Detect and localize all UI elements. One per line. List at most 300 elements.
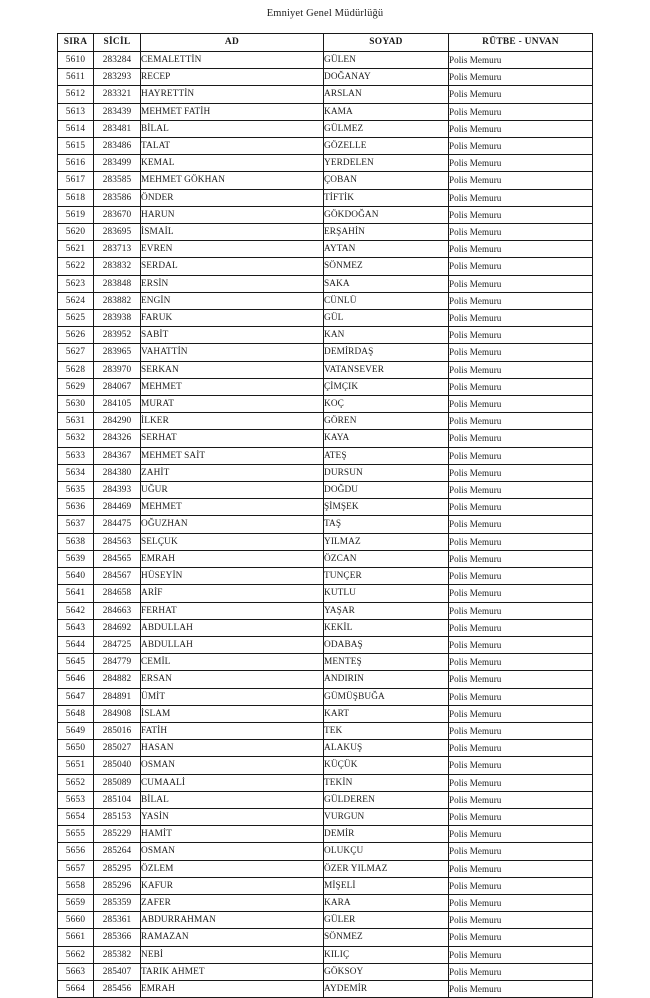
cell-rutbe: Polis Memuru (449, 740, 593, 757)
cell-soyad: GÖREN (324, 413, 449, 430)
table-row (58, 155, 593, 172)
cell-ad: İSLAM (141, 705, 324, 722)
table-row (58, 172, 593, 189)
cell-sicil: 283486 (94, 138, 141, 155)
cell-ad: BİLAL (141, 120, 324, 137)
cell-sicil: 284779 (94, 654, 141, 671)
cell-ad: ERSAN (141, 671, 324, 688)
cell-sira: 5659 (58, 894, 94, 911)
cell-soyad: KILIÇ (324, 946, 449, 963)
cell-sira: 5655 (58, 826, 94, 843)
table-row (58, 224, 593, 241)
cell-ad: İLKER (141, 413, 324, 430)
cell-ad: MURAT (141, 396, 324, 413)
table-row (58, 430, 593, 447)
cell-rutbe: Polis Memuru (449, 516, 593, 533)
cell-soyad: MİŞELİ (324, 877, 449, 894)
cell-ad: SERHAT (141, 430, 324, 447)
cell-ad: ARİF (141, 585, 324, 602)
cell-soyad: KARA (324, 894, 449, 911)
cell-sira: 5612 (58, 86, 94, 103)
roster-table-container (57, 33, 592, 998)
cell-ad: ENGİN (141, 292, 324, 309)
cell-soyad: ERŞAHİN (324, 224, 449, 241)
cell-sicil: 283713 (94, 241, 141, 258)
table-row (58, 516, 593, 533)
cell-rutbe: Polis Memuru (449, 447, 593, 464)
cell-ad: OĞUZHAN (141, 516, 324, 533)
cell-soyad: ANDIRIN (324, 671, 449, 688)
cell-rutbe: Polis Memuru (449, 155, 593, 172)
cell-sicil: 284067 (94, 378, 141, 395)
cell-sira: 5650 (58, 740, 94, 757)
cell-sicil: 284891 (94, 688, 141, 705)
cell-soyad: ŞİMŞEK (324, 499, 449, 516)
cell-ad: MEHMET (141, 499, 324, 516)
cell-ad: MEHMET (141, 378, 324, 395)
cell-ad: MEHMET SAİT (141, 447, 324, 464)
cell-rutbe: Polis Memuru (449, 396, 593, 413)
table-row (58, 103, 593, 120)
cell-soyad: GÜLER (324, 912, 449, 929)
table-row (58, 533, 593, 550)
cell-ad: ABDURRAHMAN (141, 912, 324, 929)
cell-rutbe: Polis Memuru (449, 258, 593, 275)
table-row (58, 86, 593, 103)
table-row (58, 568, 593, 585)
cell-sicil: 285040 (94, 757, 141, 774)
cell-ad: MEHMET FATİH (141, 103, 324, 120)
table-row (58, 619, 593, 636)
cell-ad: FARUK (141, 310, 324, 327)
cell-sira: 5648 (58, 705, 94, 722)
table-row (58, 826, 593, 843)
cell-soyad: TAŞ (324, 516, 449, 533)
table-row (58, 120, 593, 137)
cell-sicil: 285359 (94, 894, 141, 911)
table-row (58, 757, 593, 774)
cell-ad: ZAFER (141, 894, 324, 911)
cell-ad: SELÇUK (141, 533, 324, 550)
cell-ad: SERKAN (141, 361, 324, 378)
cell-sicil: 285089 (94, 774, 141, 791)
cell-sira: 5663 (58, 963, 94, 980)
cell-ad: EMRAH (141, 980, 324, 997)
cell-sira: 5616 (58, 155, 94, 172)
cell-sicil: 283670 (94, 206, 141, 223)
cell-soyad: ATEŞ (324, 447, 449, 464)
cell-sira: 5624 (58, 292, 94, 309)
cell-sicil: 283832 (94, 258, 141, 275)
cell-ad: RECEP (141, 69, 324, 86)
cell-soyad: OLUKÇU (324, 843, 449, 860)
cell-sira: 5662 (58, 946, 94, 963)
cell-sicil: 285264 (94, 843, 141, 860)
cell-sira: 5647 (58, 688, 94, 705)
table-row (58, 791, 593, 808)
cell-rutbe: Polis Memuru (449, 550, 593, 567)
cell-rutbe: Polis Memuru (449, 654, 593, 671)
cell-ad: FATİH (141, 722, 324, 739)
cell-ad: YASİN (141, 808, 324, 825)
cell-soyad: TEK (324, 722, 449, 739)
cell-sicil: 283695 (94, 224, 141, 241)
cell-ad: HASAN (141, 740, 324, 757)
cell-rutbe: Polis Memuru (449, 877, 593, 894)
cell-rutbe: Polis Memuru (449, 705, 593, 722)
cell-rutbe: Polis Memuru (449, 671, 593, 688)
cell-sira: 5625 (58, 310, 94, 327)
cell-ad: UĞUR (141, 482, 324, 499)
cell-rutbe: Polis Memuru (449, 52, 593, 69)
cell-soyad: DEMİR (324, 826, 449, 843)
cell-soyad: ÇOBAN (324, 172, 449, 189)
cell-soyad: TEKİN (324, 774, 449, 791)
cell-sicil: 285366 (94, 929, 141, 946)
table-row (58, 413, 593, 430)
cell-rutbe: Polis Memuru (449, 791, 593, 808)
cell-soyad: KAYA (324, 430, 449, 447)
cell-soyad: GÜLEN (324, 52, 449, 69)
cell-rutbe: Polis Memuru (449, 138, 593, 155)
cell-sira: 5640 (58, 568, 94, 585)
cell-ad: HAYRETTİN (141, 86, 324, 103)
cell-ad: VAHATTİN (141, 344, 324, 361)
cell-rutbe: Polis Memuru (449, 860, 593, 877)
cell-sicil: 285229 (94, 826, 141, 843)
cell-ad: ERSİN (141, 275, 324, 292)
cell-sira: 5626 (58, 327, 94, 344)
cell-sicil: 284380 (94, 464, 141, 481)
cell-sira: 5645 (58, 654, 94, 671)
cell-rutbe: Polis Memuru (449, 413, 593, 430)
table-row (58, 585, 593, 602)
cell-soyad: DEMİRDAŞ (324, 344, 449, 361)
column-header-sira: SIRA (58, 34, 94, 52)
cell-rutbe: Polis Memuru (449, 430, 593, 447)
cell-rutbe: Polis Memuru (449, 722, 593, 739)
cell-soyad: KAN (324, 327, 449, 344)
cell-sicil: 284475 (94, 516, 141, 533)
cell-soyad: ÖZCAN (324, 550, 449, 567)
cell-sira: 5644 (58, 636, 94, 653)
cell-sira: 5638 (58, 533, 94, 550)
cell-sira: 5630 (58, 396, 94, 413)
cell-sira: 5653 (58, 791, 94, 808)
cell-sira: 5618 (58, 189, 94, 206)
cell-rutbe: Polis Memuru (449, 327, 593, 344)
cell-soyad: MENTEŞ (324, 654, 449, 671)
cell-sicil: 284658 (94, 585, 141, 602)
cell-rutbe: Polis Memuru (449, 946, 593, 963)
cell-sicil: 283586 (94, 189, 141, 206)
cell-rutbe: Polis Memuru (449, 241, 593, 258)
table-body (58, 52, 593, 998)
table-row (58, 946, 593, 963)
table-row (58, 671, 593, 688)
cell-rutbe: Polis Memuru (449, 103, 593, 120)
column-header-ad: AD (141, 34, 324, 52)
cell-ad: OSMAN (141, 843, 324, 860)
cell-rutbe: Polis Memuru (449, 499, 593, 516)
cell-sira: 5643 (58, 619, 94, 636)
cell-sicil: 283585 (94, 172, 141, 189)
cell-sira: 5646 (58, 671, 94, 688)
cell-ad: HARUN (141, 206, 324, 223)
cell-soyad: VATANSEVER (324, 361, 449, 378)
cell-sicil: 285296 (94, 877, 141, 894)
cell-sicil: 283439 (94, 103, 141, 120)
cell-rutbe: Polis Memuru (449, 86, 593, 103)
cell-sicil: 285382 (94, 946, 141, 963)
table-row (58, 189, 593, 206)
table-row (58, 912, 593, 929)
cell-sira: 5660 (58, 912, 94, 929)
cell-ad: EVREN (141, 241, 324, 258)
cell-soyad: KÜÇÜK (324, 757, 449, 774)
table-row (58, 602, 593, 619)
cell-soyad: GÖKDOĞAN (324, 206, 449, 223)
cell-sira: 5621 (58, 241, 94, 258)
cell-sira: 5611 (58, 69, 94, 86)
table-row (58, 361, 593, 378)
table-row (58, 499, 593, 516)
column-header-soyad: SOYAD (324, 34, 449, 52)
cell-soyad: GÖZELLE (324, 138, 449, 155)
cell-sira: 5657 (58, 860, 94, 877)
table-row (58, 740, 593, 757)
cell-rutbe: Polis Memuru (449, 533, 593, 550)
cell-sicil: 285104 (94, 791, 141, 808)
cell-rutbe: Polis Memuru (449, 963, 593, 980)
cell-soyad: KOÇ (324, 396, 449, 413)
cell-soyad: SAKA (324, 275, 449, 292)
column-header-sicil: SİCİL (94, 34, 141, 52)
cell-sira: 5610 (58, 52, 94, 69)
cell-rutbe: Polis Memuru (449, 602, 593, 619)
cell-ad: TALAT (141, 138, 324, 155)
cell-sicil: 285016 (94, 722, 141, 739)
cell-sicil: 285295 (94, 860, 141, 877)
table-header (58, 34, 593, 52)
cell-soyad: AYDEMİR (324, 980, 449, 997)
cell-soyad: CÜNLÜ (324, 292, 449, 309)
cell-sicil: 283965 (94, 344, 141, 361)
cell-sicil: 284105 (94, 396, 141, 413)
cell-soyad: ÖZER YILMAZ (324, 860, 449, 877)
cell-soyad: ARSLAN (324, 86, 449, 103)
cell-soyad: AYTAN (324, 241, 449, 258)
cell-rutbe: Polis Memuru (449, 568, 593, 585)
table-row (58, 206, 593, 223)
cell-sicil: 285456 (94, 980, 141, 997)
cell-sicil: 283938 (94, 310, 141, 327)
cell-soyad: KART (324, 705, 449, 722)
cell-ad: RAMAZAN (141, 929, 324, 946)
cell-rutbe: Polis Memuru (449, 894, 593, 911)
cell-ad: NEBİ (141, 946, 324, 963)
cell-sira: 5635 (58, 482, 94, 499)
cell-rutbe: Polis Memuru (449, 275, 593, 292)
cell-sira: 5634 (58, 464, 94, 481)
column-header-rutbe: RÜTBE - UNVAN (449, 34, 593, 52)
cell-rutbe: Polis Memuru (449, 464, 593, 481)
cell-sira: 5617 (58, 172, 94, 189)
cell-soyad: SÖNMEZ (324, 929, 449, 946)
cell-ad: MEHMET GÖKHAN (141, 172, 324, 189)
cell-ad: HÜSEYİN (141, 568, 324, 585)
table-row (58, 705, 593, 722)
cell-sicil: 283952 (94, 327, 141, 344)
table-row (58, 258, 593, 275)
cell-ad: ABDULLAH (141, 636, 324, 653)
cell-sicil: 283499 (94, 155, 141, 172)
cell-sicil: 284393 (94, 482, 141, 499)
cell-sira: 5633 (58, 447, 94, 464)
cell-rutbe: Polis Memuru (449, 688, 593, 705)
cell-sicil: 283882 (94, 292, 141, 309)
table-row (58, 929, 593, 946)
cell-soyad: GÜLMEZ (324, 120, 449, 137)
cell-rutbe: Polis Memuru (449, 206, 593, 223)
table-row (58, 52, 593, 69)
cell-sira: 5623 (58, 275, 94, 292)
cell-rutbe: Polis Memuru (449, 619, 593, 636)
table-row (58, 292, 593, 309)
cell-rutbe: Polis Memuru (449, 585, 593, 602)
cell-sira: 5619 (58, 206, 94, 223)
cell-sira: 5642 (58, 602, 94, 619)
table-row (58, 275, 593, 292)
cell-sicil: 284469 (94, 499, 141, 516)
cell-sicil: 283970 (94, 361, 141, 378)
cell-ad: ABDULLAH (141, 619, 324, 636)
cell-rutbe: Polis Memuru (449, 929, 593, 946)
cell-sira: 5661 (58, 929, 94, 946)
cell-ad: TARIK AHMET (141, 963, 324, 980)
table-row (58, 877, 593, 894)
cell-sira: 5658 (58, 877, 94, 894)
cell-soyad: YILMAZ (324, 533, 449, 550)
table-row (58, 688, 593, 705)
cell-sira: 5620 (58, 224, 94, 241)
cell-soyad: KAMA (324, 103, 449, 120)
cell-rutbe: Polis Memuru (449, 826, 593, 843)
table-row (58, 464, 593, 481)
cell-sicil: 284290 (94, 413, 141, 430)
table-row (58, 378, 593, 395)
cell-soyad: GÖKSOY (324, 963, 449, 980)
cell-ad: KAFUR (141, 877, 324, 894)
cell-sicil: 284326 (94, 430, 141, 447)
cell-ad: İSMAİL (141, 224, 324, 241)
cell-sira: 5629 (58, 378, 94, 395)
table-row (58, 396, 593, 413)
cell-sira: 5628 (58, 361, 94, 378)
cell-rutbe: Polis Memuru (449, 378, 593, 395)
cell-sira: 5639 (58, 550, 94, 567)
page-title: Emniyet Genel Müdürlüğü (266, 8, 384, 19)
cell-ad: HAMİT (141, 826, 324, 843)
table-row (58, 550, 593, 567)
cell-ad: BİLAL (141, 791, 324, 808)
cell-rutbe: Polis Memuru (449, 482, 593, 499)
cell-sicil: 284882 (94, 671, 141, 688)
cell-sira: 5613 (58, 103, 94, 120)
table-row (58, 980, 593, 997)
cell-sira: 5664 (58, 980, 94, 997)
cell-sicil: 284725 (94, 636, 141, 653)
table-row (58, 774, 593, 791)
cell-soyad: DOĞANAY (324, 69, 449, 86)
table-row (58, 241, 593, 258)
cell-sicil: 285027 (94, 740, 141, 757)
table-row (58, 447, 593, 464)
cell-rutbe: Polis Memuru (449, 344, 593, 361)
cell-sira: 5641 (58, 585, 94, 602)
cell-rutbe: Polis Memuru (449, 774, 593, 791)
cell-ad: EMRAH (141, 550, 324, 567)
cell-sicil: 284908 (94, 705, 141, 722)
cell-sicil: 284563 (94, 533, 141, 550)
cell-soyad: ALAKUŞ (324, 740, 449, 757)
table-row (58, 808, 593, 825)
cell-ad: CUMAALİ (141, 774, 324, 791)
cell-rutbe: Polis Memuru (449, 310, 593, 327)
cell-soyad: TİFTİK (324, 189, 449, 206)
cell-sicil: 283481 (94, 120, 141, 137)
cell-ad: ZAHİT (141, 464, 324, 481)
table-row (58, 843, 593, 860)
table-row (58, 963, 593, 980)
cell-sira: 5627 (58, 344, 94, 361)
cell-sicil: 284567 (94, 568, 141, 585)
cell-rutbe: Polis Memuru (449, 808, 593, 825)
cell-sira: 5652 (58, 774, 94, 791)
table-row (58, 894, 593, 911)
cell-sicil: 284565 (94, 550, 141, 567)
cell-sicil: 283321 (94, 86, 141, 103)
cell-sira: 5622 (58, 258, 94, 275)
cell-soyad: ODABAŞ (324, 636, 449, 653)
cell-sicil: 284663 (94, 602, 141, 619)
table-row (58, 344, 593, 361)
cell-rutbe: Polis Memuru (449, 189, 593, 206)
cell-rutbe: Polis Memuru (449, 69, 593, 86)
cell-rutbe: Polis Memuru (449, 912, 593, 929)
table-row (58, 722, 593, 739)
table-row (58, 310, 593, 327)
table-header-row (58, 34, 593, 52)
cell-sicil: 285361 (94, 912, 141, 929)
cell-sira: 5632 (58, 430, 94, 447)
cell-soyad: DURSUN (324, 464, 449, 481)
cell-sicil: 284367 (94, 447, 141, 464)
cell-sicil: 285407 (94, 963, 141, 980)
cell-rutbe: Polis Memuru (449, 361, 593, 378)
cell-rutbe: Polis Memuru (449, 224, 593, 241)
cell-soyad: SÖNMEZ (324, 258, 449, 275)
cell-ad: SABİT (141, 327, 324, 344)
cell-rutbe: Polis Memuru (449, 843, 593, 860)
cell-sira: 5614 (58, 120, 94, 137)
cell-soyad: KUTLU (324, 585, 449, 602)
cell-rutbe: Polis Memuru (449, 757, 593, 774)
cell-ad: OSMAN (141, 757, 324, 774)
table-row (58, 636, 593, 653)
cell-rutbe: Polis Memuru (449, 172, 593, 189)
cell-sira: 5637 (58, 516, 94, 533)
